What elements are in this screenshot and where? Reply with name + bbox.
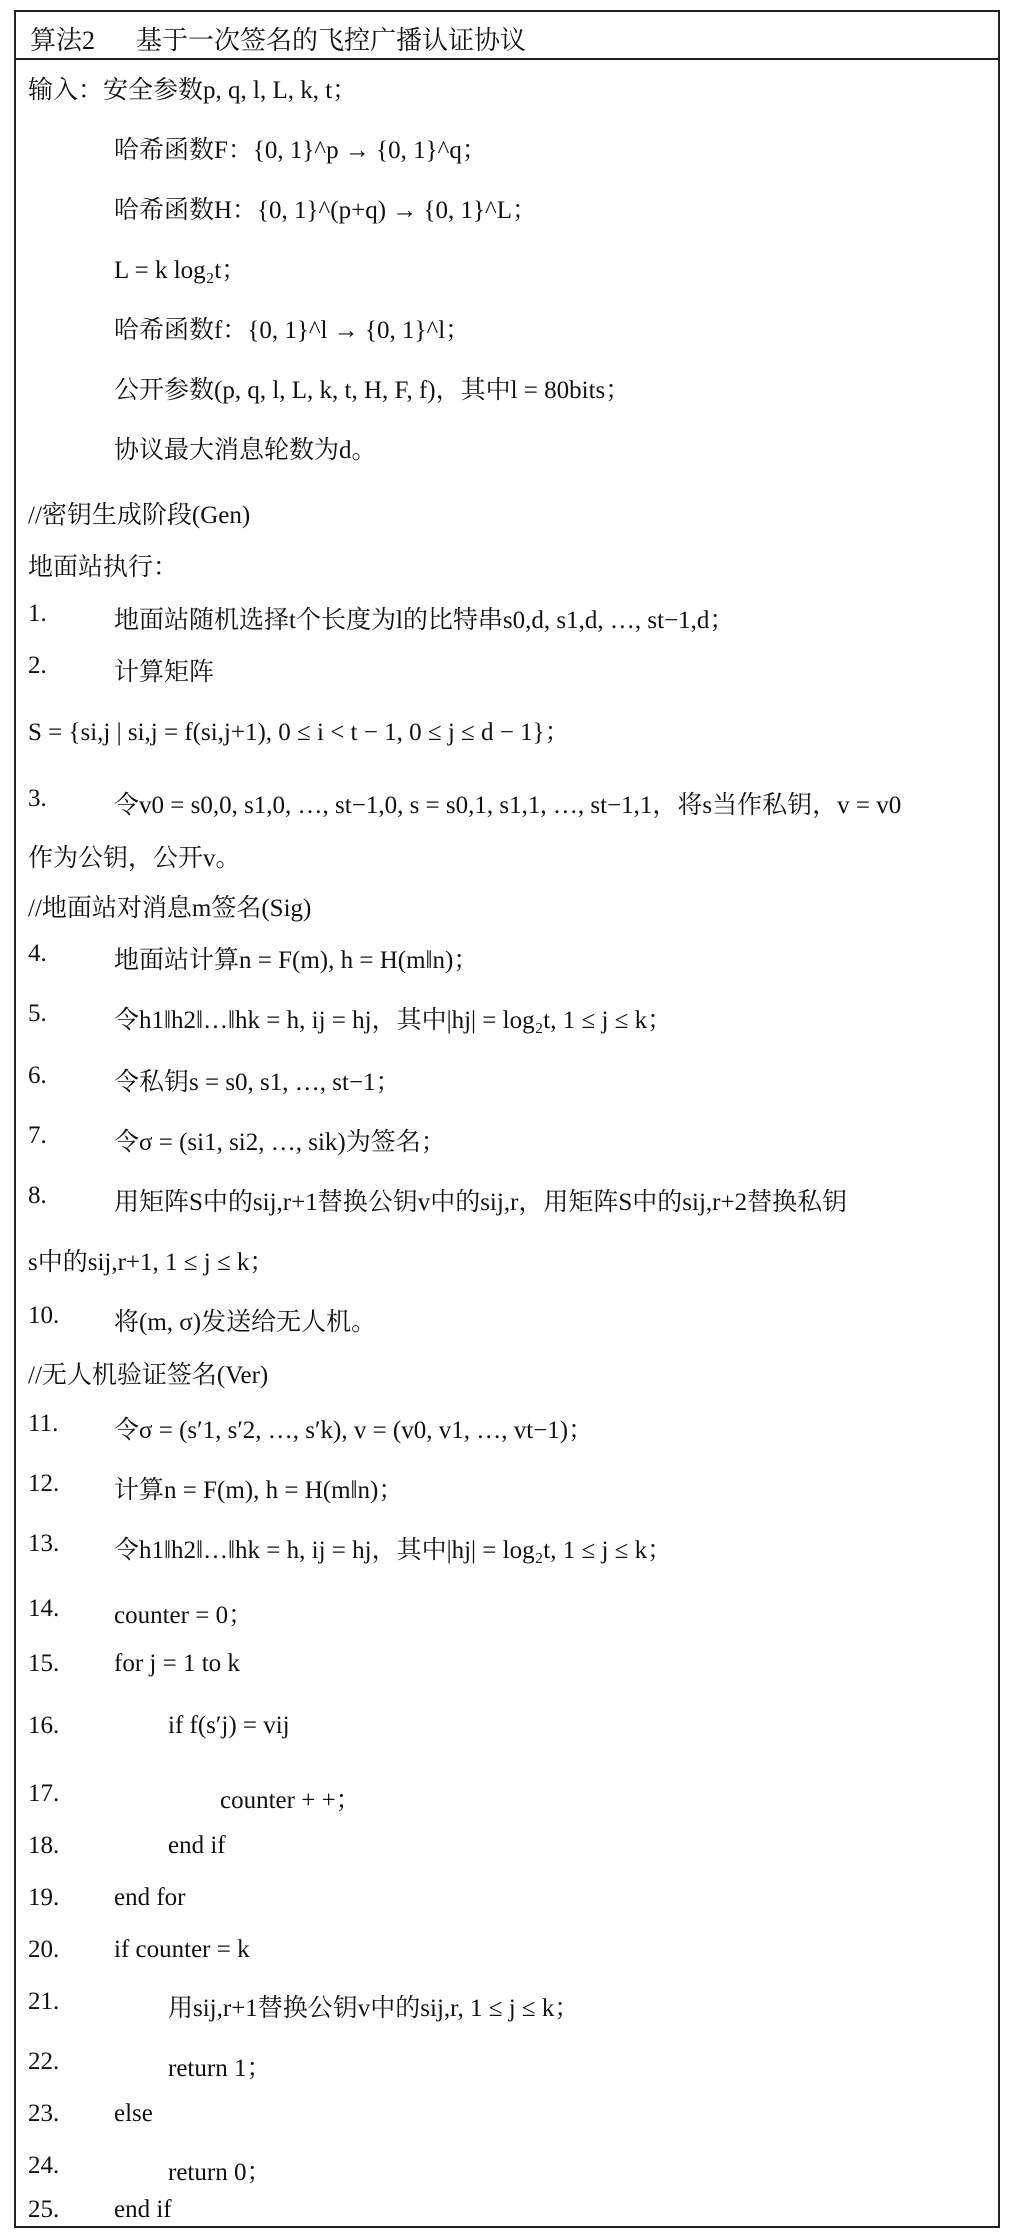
step-text: return 1； [168, 2055, 272, 2082]
public-params-line: 公开参数(p, q, l, L, k, t, H, F, f)，其中l = 80bits； [114, 377, 631, 404]
L-definition-line: L = k log₂t； [114, 257, 247, 284]
step-number: 21. [28, 1988, 60, 2015]
algorithm-header [16, 12, 998, 60]
step-number: 15. [28, 1650, 60, 1677]
step-text-continued: s中的sij,r+1, 1 ≤ j ≤ k； [28, 1249, 275, 1276]
step-number: 16. [28, 1712, 60, 1739]
step-number: 20. [28, 1936, 60, 1963]
matrix-definition: S = {si,j | si,j = f(si,j+1), 0 ≤ i < t − 1, 0 ≤ j ≤ d − 1}； [28, 719, 570, 746]
step-text: 令私钥s = s0, s1, …, st−1； [114, 1069, 401, 1096]
max-rounds-line: 协议最大消息轮数为d。 [114, 437, 377, 464]
step-text: if counter = k [114, 1936, 250, 1963]
step-number: 23. [28, 2100, 60, 2127]
step-number: 19. [28, 1884, 60, 1911]
step-text: if f(s′j) = vij [168, 1712, 290, 1739]
step-number: 12. [28, 1470, 60, 1497]
ver-comment: //无人机验证签名(Ver) [28, 1362, 269, 1389]
hash-F-line: 哈希函数F：{0, 1}^p → {0, 1}^q； [114, 137, 487, 164]
step-number: 22. [28, 2048, 60, 2075]
step-text: counter = 0； [114, 1602, 254, 1629]
input-line: 输入：安全参数p, q, l, L, k, t； [28, 77, 358, 104]
step-number: 6. [28, 1062, 47, 1089]
step-number: 25. [28, 2196, 60, 2223]
step-number: 17. [28, 1780, 60, 1807]
step-number: 10. [28, 1302, 60, 1329]
step-text: 用sij,r+1替换公钥v中的sij,r, 1 ≤ j ≤ k； [168, 1995, 580, 2022]
step-text-continued: 作为公钥，公开v。 [28, 845, 241, 872]
step-text: 用矩阵S中的sij,r+1替换公钥v中的sij,r，用矩阵S中的sij,r+2替换私钥 [114, 1189, 848, 1216]
gen-comment: //密钥生成阶段(Gen) [28, 502, 251, 529]
step-text: 计算n = F(m), h = H(m‖n)； [114, 1477, 404, 1504]
step-text: for j = 1 to k [114, 1650, 240, 1677]
step-number: 8. [28, 1182, 47, 1209]
step-number: 2. [28, 652, 47, 679]
step-number: 14. [28, 1595, 60, 1622]
step-text: 将(m, σ)发送给无人机。 [114, 1309, 377, 1336]
ground-exec-line: 地面站执行： [28, 554, 179, 581]
step-text: 计算矩阵 [114, 659, 215, 686]
step-text: else [114, 2100, 153, 2127]
step-text: end if [168, 1832, 226, 1859]
step-text: end for [114, 1884, 186, 1911]
step-number: 3. [28, 785, 47, 812]
step-text: end if [114, 2196, 172, 2223]
sig-comment: //地面站对消息m签名(Sig) [28, 895, 312, 922]
step-text: counter + +； [220, 1787, 361, 1814]
step-number: 11. [28, 1410, 59, 1437]
step-number: 24. [28, 2152, 60, 2179]
step-text: 地面站随机选择t个长度为l的比特串s0,d, s1,d, …, st−1,d； [114, 607, 735, 634]
step-text: 令h1‖h2‖…‖hk = h, ij = hj，其中|hj| = log₂t, 1 ≤ j ≤ k； [114, 1007, 673, 1034]
step-number: 5. [28, 1000, 47, 1027]
step-number: 18. [28, 1832, 60, 1859]
step-number: 1. [28, 600, 47, 627]
hash-H-line: 哈希函数H：{0, 1}^(p+q) → {0, 1}^L； [114, 197, 538, 224]
step-number: 4. [28, 940, 47, 967]
step-number: 7. [28, 1122, 47, 1149]
step-text: 令σ = (si1, si2, …, sik)为签名； [114, 1129, 446, 1156]
hash-f-line: 哈希函数f：{0, 1}^l → {0, 1}^l； [114, 317, 471, 344]
step-text: 地面站计算n = F(m), h = H(m‖n)； [114, 947, 479, 974]
algorithm-title: 基于一次签名的飞控广播认证协议 [136, 26, 527, 55]
step-text: 令σ = (s′1, s′2, …, s′k), v = (v0, v1, …, vt−1)； [114, 1417, 594, 1444]
algorithm-label: 算法2 [30, 26, 96, 55]
step-text: return 0； [168, 2159, 272, 2186]
step-text: 令h1‖h2‖…‖hk = h, ij = hj，其中|hj| = log₂t, 1 ≤ j ≤ k； [114, 1537, 673, 1564]
step-number: 13. [28, 1530, 60, 1557]
step-text: 令v0 = s0,0, s1,0, …, st−1,0, s = s0,1, s1,1, …, st−1,1，将s当作私钥，v = v0 [114, 792, 902, 819]
